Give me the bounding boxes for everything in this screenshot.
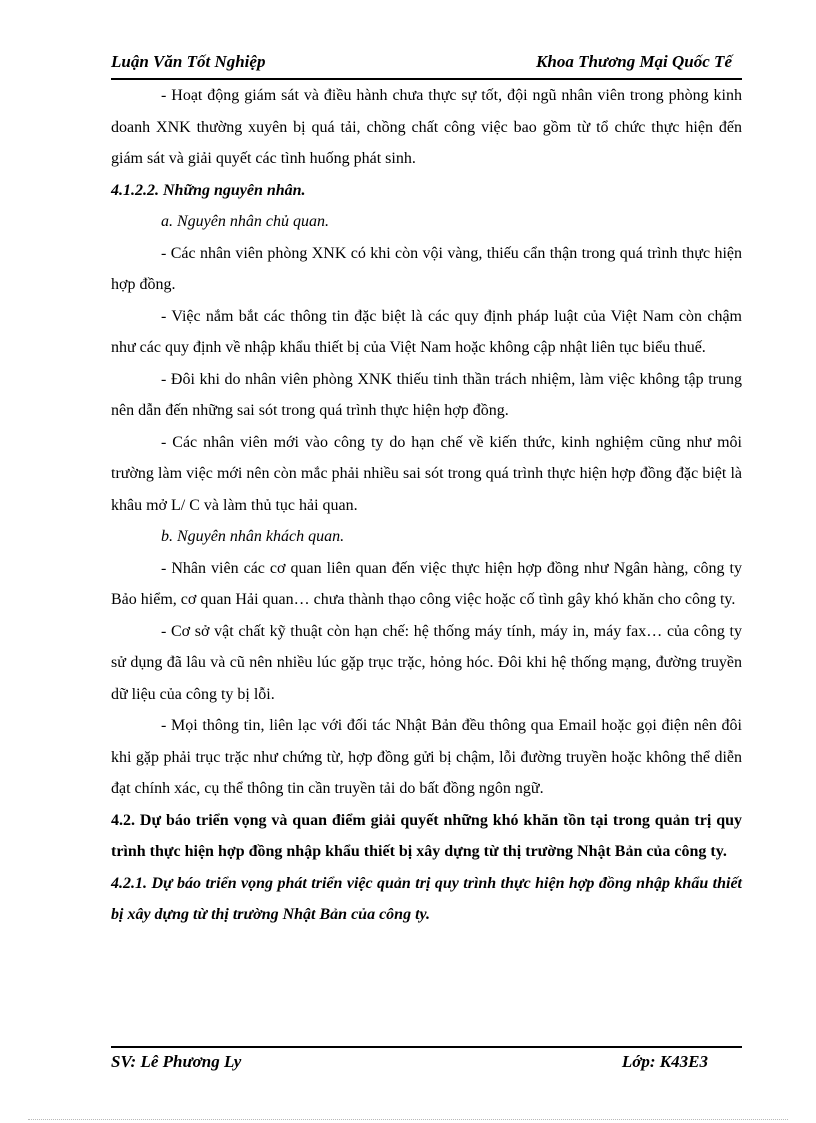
subheading-subjective-causes: a. Nguyên nhân chủ quan. bbox=[161, 213, 329, 230]
footer-student-name: SV: Lê Phương Ly bbox=[111, 1052, 242, 1071]
section-heading-42: 4.2. Dự báo triển vọng và quan điểm giải quyết những khó khăn tồn tại trong quản trị quy trình thực hiện hợp đồng nhập khẩu thiết bị xây dựng từ thị trường Nhật Bản của công ty. bbox=[111, 811, 742, 860]
paragraph-new-staff: - Các nhân viên mới vào công ty do hạn chế về kiến thức, kinh nghiệm cũng như môi trường làm việc mới nên còn mắc phải nhiều sai sót trong quá trình thực hiện hợp đồng đặc biệt là khâu mở L/ C và làm thủ tục hải quan. bbox=[111, 433, 742, 514]
subheading-objective-causes: b. Nguyên nhân khách quan. bbox=[161, 528, 345, 545]
paragraph-responsibility: - Đôi khi do nhân viên phòng XNK thiếu tinh thần trách nhiệm, làm việc không tập trung nên dẫn đến những sai sót trong quá trình thực hiện hợp đồng. bbox=[111, 370, 742, 419]
header-thesis-title: Luận Văn Tốt Nghiệp bbox=[111, 52, 266, 71]
section-heading-421: 4.2.1. Dự báo triển vọng phát triển việc quản trị quy trình thực hiện hợp đồng nhập khẩu thiết bị xây dựng từ thị trường Nhật Bản của công ty. bbox=[111, 874, 742, 923]
paragraph-facilities: - Cơ sở vật chất kỹ thuật còn hạn chế: hệ thống máy tính, máy in, máy fax… của công ty sử dụng đã lâu và cũ nên nhiều lúc gặp trục trặc, hỏng hóc. Đôi khi hệ thống mạng, đường truyền dữ liệu của công ty bị lỗi. bbox=[111, 622, 742, 703]
footer-class: Lớp: K43E3 bbox=[621, 1052, 708, 1071]
paragraph-hasty-staff: - Các nhân viên phòng XNK có khi còn vội vàng, thiếu cẩn thận trong quá trình thực hiện hợp đồng. bbox=[111, 244, 742, 293]
page-header bbox=[111, 52, 742, 80]
page-bottom-divider bbox=[28, 1119, 788, 1120]
paragraph-legal-updates: - Việc nắm bắt các thông tin đặc biệt là các quy định pháp luật của Việt Nam còn chậm như các quy định về nhập khẩu thiết bị của Việt Nam hoặc không cập nhật liên tục biểu thuế. bbox=[111, 307, 742, 356]
paragraph-communication: - Mọi thông tin, liên lạc với đối tác Nhật Bản đều thông qua Email hoặc gọi điện nên đôi khi gặp phải trục trặc như chứng từ, hợp đồng gửi bị chậm, lỗi đường truyền hoặc không thể diễn đạt chính xác, cụ thể thông tin cần truyền tải do bất đồng ngôn ngữ. bbox=[111, 717, 742, 797]
section-heading-4122: 4.1.2.2. Những nguyên nhân. bbox=[111, 181, 306, 199]
paragraph-agencies: - Nhân viên các cơ quan liên quan đến việc thực hiện hợp đồng như Ngân hàng, công ty Bảo hiểm, cơ quan Hải quan… chưa thành thạo công việc hoặc cố tình gây khó khăn cho công ty. bbox=[111, 559, 742, 608]
page-content bbox=[111, 80, 742, 931]
paragraph-supervision: - Hoạt động giám sát và điều hành chưa thực sự tốt, đội ngũ nhân viên trong phòng kinh doanh XNK thường xuyên bị quá tải, chồng chất công việc bao gồm từ tổ chức thực hiện đến giám sát và giải quyết các tình huống phát sinh. bbox=[111, 87, 742, 167]
header-faculty: Khoa Thương Mại Quốc Tế bbox=[536, 52, 732, 71]
page-footer bbox=[111, 1046, 742, 1074]
